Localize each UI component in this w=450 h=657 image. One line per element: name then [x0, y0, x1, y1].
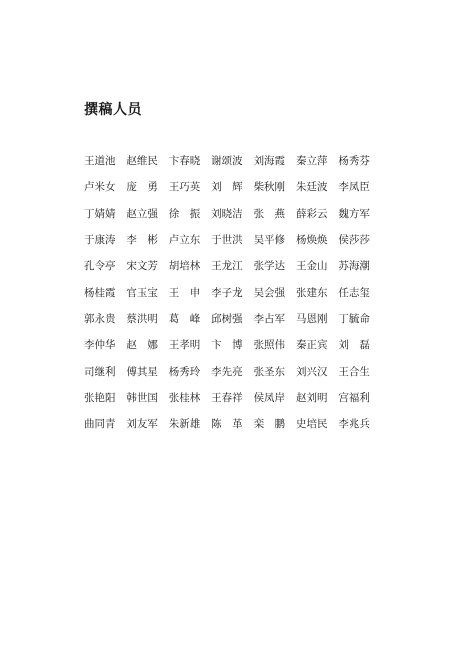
author-name: 李先亮	[211, 365, 243, 378]
author-name: 王 申	[168, 286, 201, 299]
name-row	[84, 332, 384, 358]
name-row	[84, 279, 384, 305]
author-name: 庞 勇	[126, 181, 158, 194]
author-name: 侯莎莎	[338, 234, 370, 247]
author-name: 卢米女	[84, 181, 116, 194]
author-name: 卢立东	[168, 234, 201, 247]
author-name: 李凤臣	[338, 181, 370, 194]
author-name: 张桂林	[168, 391, 201, 404]
author-name: 薛彩云	[295, 207, 328, 220]
author-name: 李占军	[253, 312, 286, 325]
author-name: 李兆兵	[338, 418, 370, 431]
author-name: 官玉宝	[126, 286, 158, 299]
author-name: 王金山	[295, 260, 328, 273]
author-name: 张建东	[295, 286, 328, 299]
name-row	[84, 358, 384, 384]
author-name: 邱树强	[211, 312, 243, 325]
author-name: 张照伟	[253, 339, 286, 352]
author-name: 栾 鹏	[253, 418, 286, 431]
author-name-grid	[84, 148, 384, 437]
author-name: 杨秀芬	[338, 155, 370, 168]
name-row	[84, 148, 384, 174]
author-name: 朱廷波	[295, 181, 328, 194]
author-name: 赵刘明	[295, 391, 328, 404]
author-name: 王合生	[338, 365, 370, 378]
name-row	[84, 411, 384, 437]
author-name: 张圣东	[253, 365, 286, 378]
name-row	[84, 227, 384, 253]
author-name: 胡培林	[168, 260, 201, 273]
author-name: 韩世国	[126, 391, 158, 404]
author-name: 秦立萍	[295, 155, 328, 168]
author-name: 马恩刚	[295, 312, 328, 325]
author-name: 赵 娜	[126, 339, 158, 352]
name-row	[84, 253, 384, 279]
author-name: 郭永贵	[84, 312, 116, 325]
author-name: 李子龙	[211, 286, 243, 299]
author-name: 秦正宾	[295, 339, 328, 352]
author-name: 于世洪	[211, 234, 243, 247]
author-name: 张 燕	[253, 207, 286, 220]
name-row	[84, 306, 384, 332]
author-name: 丁婧婧	[84, 207, 116, 220]
author-name: 王道池	[84, 155, 116, 168]
author-name: 宋文芳	[126, 260, 158, 273]
author-name: 赵维民	[126, 155, 158, 168]
author-name: 刘兴汉	[295, 365, 328, 378]
author-name: 刘 辉	[211, 181, 243, 194]
author-name: 杨桂霞	[84, 286, 116, 299]
author-name: 于康涛	[84, 234, 116, 247]
author-name: 曲同青	[84, 418, 116, 431]
author-name: 刘海霞	[253, 155, 286, 168]
name-row	[84, 174, 384, 200]
author-name: 蔡洪明	[126, 312, 158, 325]
author-name: 吴平修	[253, 234, 286, 247]
author-name: 赵立强	[126, 207, 158, 220]
author-name: 侯凤岸	[253, 391, 286, 404]
author-name: 徐 振	[168, 207, 201, 220]
author-name: 李仲华	[84, 339, 116, 352]
author-name: 卞春晓	[168, 155, 201, 168]
author-name: 宫福利	[338, 391, 370, 404]
author-name: 王春祥	[211, 391, 243, 404]
author-name: 杨焕焕	[295, 234, 328, 247]
author-name: 朱新雄	[168, 418, 201, 431]
author-name: 刘 磊	[338, 339, 370, 352]
author-name: 魏方军	[338, 207, 370, 220]
author-name: 王孝明	[168, 339, 201, 352]
author-name: 吴会强	[253, 286, 286, 299]
author-name: 王巧英	[168, 181, 201, 194]
author-name: 张学达	[253, 260, 286, 273]
name-row	[84, 201, 384, 227]
author-name: 杨秀玲	[168, 365, 201, 378]
author-name: 谢颂波	[211, 155, 243, 168]
author-name: 刘友军	[126, 418, 158, 431]
section-title: 撰稿人员	[84, 102, 142, 118]
author-name: 史培民	[295, 418, 328, 431]
author-name: 卞 博	[211, 339, 243, 352]
author-name: 丁毓命	[338, 312, 370, 325]
author-name: 张艳阳	[84, 391, 116, 404]
author-name: 葛 峰	[168, 312, 201, 325]
author-name: 孔令亭	[84, 260, 116, 273]
author-name: 王龙江	[211, 260, 243, 273]
name-row	[84, 385, 384, 411]
author-name: 傅其星	[126, 365, 158, 378]
author-name: 陈 革	[211, 418, 243, 431]
author-name: 司继利	[84, 365, 116, 378]
author-name: 苏海潮	[338, 260, 370, 273]
author-name: 任志玺	[338, 286, 370, 299]
author-name: 柴秋刚	[253, 181, 286, 194]
author-name: 李 彬	[126, 234, 158, 247]
author-name: 刘晓洁	[211, 207, 243, 220]
